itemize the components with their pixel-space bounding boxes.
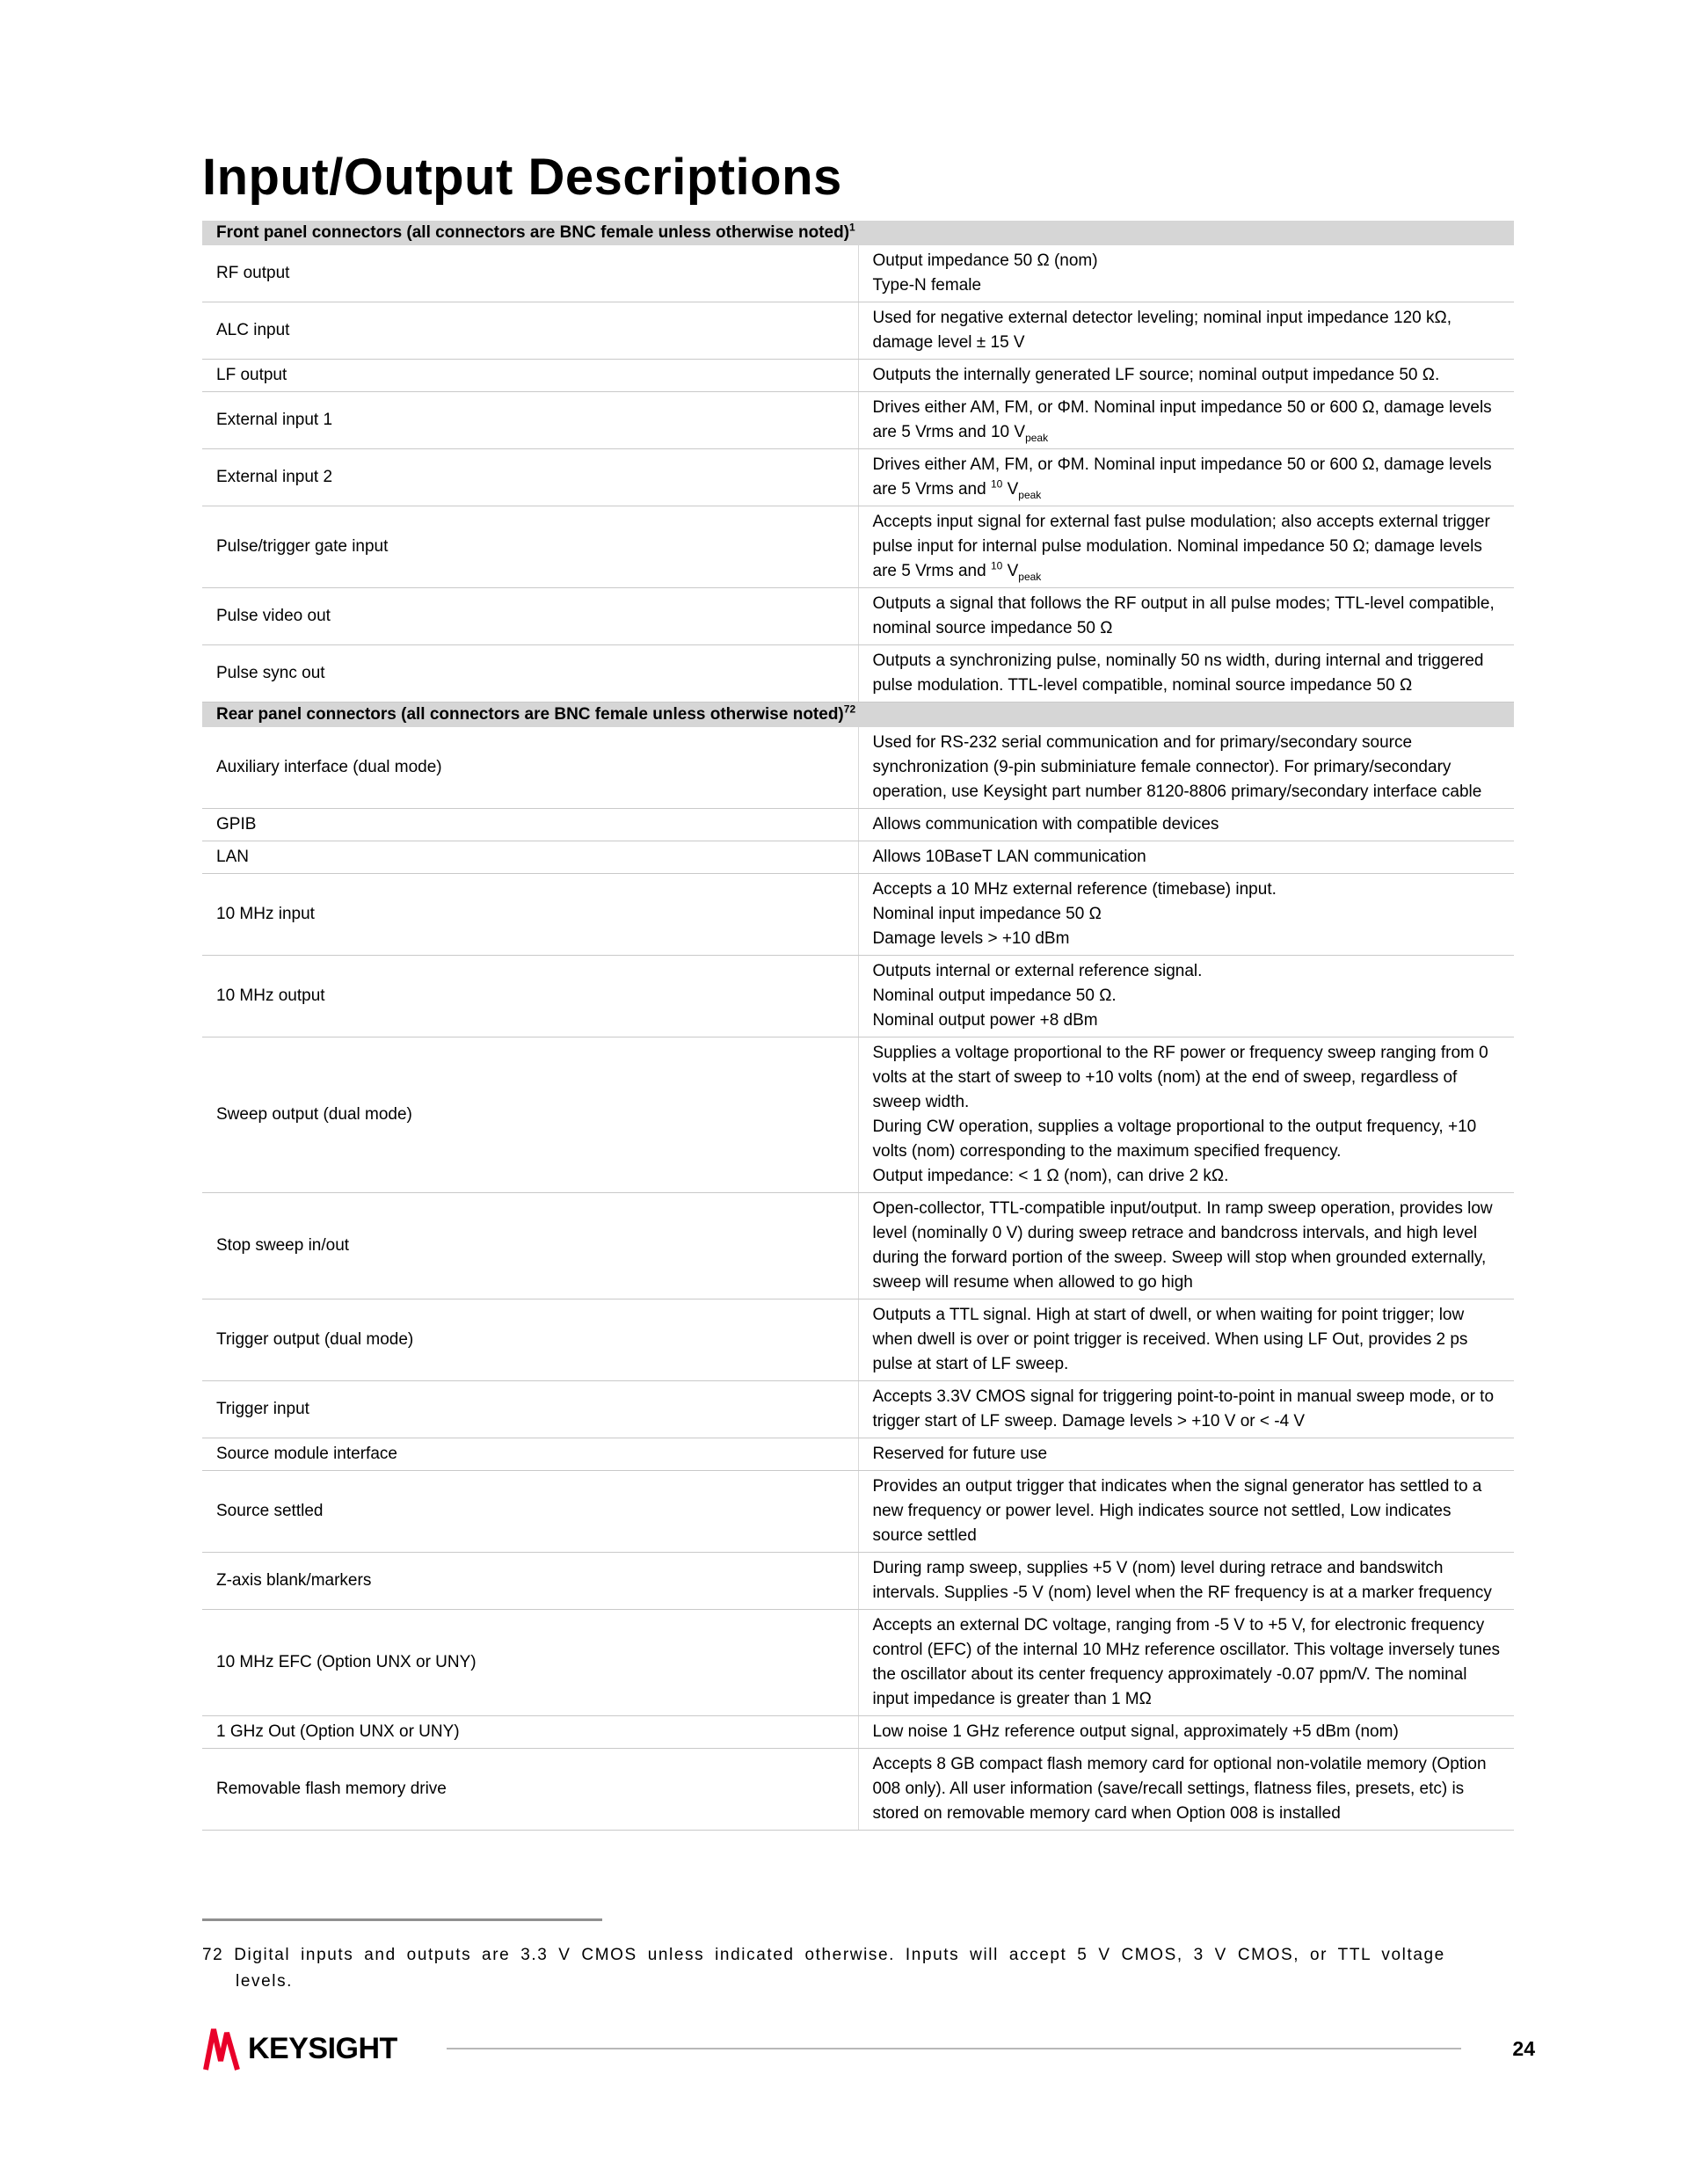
- description-line: Accepts 8 GB compact flash memory card for optional non-volatile memory (Option 008 only). All user information (save/recall settings, flatness files, presets, etc) is stored on removable memory card when Option 008 is installed: [872, 1754, 1487, 1823]
- table-row: [202, 506, 1514, 587]
- footnote-rule: [202, 1918, 602, 1921]
- section-header: Rear panel connectors (all connectors are BNC female unless otherwise noted)$^{72}$: [202, 702, 1514, 727]
- connector-name-cell: External input 1: [202, 391, 858, 448]
- connector-description-cell: [858, 587, 1514, 644]
- table-row: [202, 245, 1514, 302]
- table-row: [202, 359, 1514, 391]
- connector-name-cell: 10 MHz input: [202, 873, 858, 955]
- keysight-brand-text: KEYSIGHT: [248, 2031, 397, 2065]
- connector-name-cell: ALC input: [202, 302, 858, 359]
- description-line: Drives either AM, FM, or ΦM. Nominal input impedance 50 or 600 Ω, damage levels are 5 Vrms and 10 $V_{peak}$: [872, 397, 1492, 444]
- connector-name-cell: LF output: [202, 359, 858, 391]
- connector-name-cell: Trigger output (dual mode): [202, 1299, 858, 1380]
- table-row: [202, 841, 1514, 873]
- connector-name-cell: Sweep output (dual mode): [202, 1037, 858, 1192]
- description-line: Used for negative external detector leveling; nominal input impedance 120 kΩ, damage level ± 15 V: [872, 308, 1452, 352]
- connector-name-cell: GPIB: [202, 808, 858, 841]
- description-line: Nominal output impedance 50 Ω.: [872, 986, 1117, 1005]
- connector-description-cell: [858, 448, 1514, 506]
- table-row: [202, 1552, 1514, 1609]
- table-row: [202, 727, 1514, 809]
- description-line: Provides an output trigger that indicates when the signal generator has settled to a new frequency or power level. High indicates source not settled, Low indicates source settled: [872, 1476, 1482, 1545]
- connector-description-cell: [858, 841, 1514, 873]
- description-line: Drives either AM, FM, or ΦM. Nominal input impedance 50 or 600 Ω, damage levels are 5 Vrms and $^{10}$ $V_{peak}$: [872, 455, 1492, 501]
- description-line: During CW operation, supplies a voltage proportional to the output frequency, +10 volts (nom) corresponding to the maximum specified frequency.: [872, 1117, 1477, 1161]
- connector-name-cell: Source module interface: [202, 1438, 858, 1470]
- footer-divider: [447, 2048, 1462, 2049]
- connector-description-cell: [858, 245, 1514, 302]
- connector-description-cell: [858, 1380, 1514, 1438]
- connector-description-cell: [858, 727, 1514, 809]
- footnote-line-2: levels.: [236, 1972, 294, 1991]
- description-line: Nominal input impedance 50 Ω: [872, 904, 1102, 923]
- page-footer: [202, 2020, 1535, 2077]
- description-line: During ramp sweep, supplies +5 V (nom) level during retrace and bandswitch intervals. Supplies -5 V (nom) level when the RF frequency is at a marker frequency: [872, 1558, 1492, 1602]
- connector-description-cell: [858, 506, 1514, 587]
- section-header-row: [202, 221, 1514, 245]
- description-line: Allows communication with compatible devices: [872, 814, 1219, 834]
- connector-name-cell: Auxiliary interface (dual mode): [202, 727, 858, 809]
- connector-name-cell: RF output: [202, 245, 858, 302]
- connector-name-cell: 1 GHz Out (Option UNX or UNY): [202, 1715, 858, 1748]
- connector-description-cell: [858, 1470, 1514, 1552]
- table-row: [202, 873, 1514, 955]
- table-row: [202, 1609, 1514, 1715]
- connector-name-cell: Pulse sync out: [202, 644, 858, 702]
- description-line: Used for RS-232 serial communication and for primary/secondary source synchronization (9-pin subminiature female connector). For primary/secondary operation, use Keysight part number 8120-8806 primary/secondary interface cable: [872, 732, 1482, 801]
- section-header-row: [202, 702, 1514, 727]
- table-row: [202, 587, 1514, 644]
- table-row: [202, 391, 1514, 448]
- connector-name-cell: Removable flash memory drive: [202, 1748, 858, 1830]
- table-row: [202, 1037, 1514, 1192]
- connector-description-cell: [858, 873, 1514, 955]
- connector-description-cell: [858, 644, 1514, 702]
- connector-name-cell: Z-axis blank/markers: [202, 1552, 858, 1609]
- section-header: Front panel connectors (all connectors are BNC female unless otherwise noted)$^1$: [202, 221, 1514, 245]
- connector-description-cell: [858, 1438, 1514, 1470]
- description-line: Outputs the internally generated LF source; nominal output impedance 50 Ω.: [872, 365, 1440, 384]
- description-line: Accepts 3.3V CMOS signal for triggering point-to-point in manual sweep mode, or to trigger start of LF sweep. Damage levels > +10 V or < -4 V: [872, 1387, 1495, 1431]
- description-line: Outputs a TTL signal. High at start of dwell, or when waiting for point trigger; low when dwell is over or point trigger is received. When using LF Out, provides 2 ps pulse at start of LF sweep.: [872, 1305, 1468, 1373]
- connector-description-cell: [858, 1299, 1514, 1380]
- description-line: Outputs a signal that follows the RF output in all pulse modes; TTL-level compatible, nominal source impedance 50 Ω: [872, 593, 1495, 637]
- table-row: [202, 644, 1514, 702]
- connector-description-cell: [858, 955, 1514, 1037]
- table-row: [202, 302, 1514, 359]
- description-line: Outputs internal or external reference signal.: [872, 961, 1203, 980]
- description-line: Nominal output power +8 dBm: [872, 1010, 1098, 1030]
- connector-description-cell: [858, 1037, 1514, 1192]
- table-row: [202, 1192, 1514, 1299]
- footnote-text: [202, 1942, 1514, 1995]
- main-content: [202, 151, 1514, 1831]
- table-row: [202, 808, 1514, 841]
- table-row: [202, 955, 1514, 1037]
- description-line: Open-collector, TTL-compatible input/output. In ramp sweep operation, provides low level (nominally 0 V) during sweep retrace and bandcross intervals, and high level during the forward portion of the sweep. Sweep will stop when grounded externally, sweep will resume when allowed to go high: [872, 1198, 1493, 1292]
- keysight-logo: [202, 2026, 397, 2071]
- description-line: Type-N female: [872, 275, 982, 295]
- table-row: [202, 1748, 1514, 1830]
- connector-description-cell: [858, 391, 1514, 448]
- connector-description-cell: [858, 1748, 1514, 1830]
- page-number: 24: [1512, 2036, 1535, 2060]
- connector-name-cell: External input 2: [202, 448, 858, 506]
- table-row: [202, 448, 1514, 506]
- description-line: Low noise 1 GHz reference output signal, approximately +5 dBm (nom): [872, 1722, 1399, 1741]
- description-line: Reserved for future use: [872, 1444, 1048, 1463]
- description-line: Accepts input signal for external fast pulse modulation; also accepts external trigger pulse input for internal pulse modulation. Nominal impedance 50 Ω; damage levels are 5 Vrms and $^{10}$ $V_{peak}$: [872, 512, 1490, 583]
- connector-name-cell: 10 MHz EFC (Option UNX or UNY): [202, 1609, 858, 1715]
- connector-name-cell: LAN: [202, 841, 858, 873]
- description-line: Allows 10BaseT LAN communication: [872, 847, 1146, 866]
- table-row: [202, 1380, 1514, 1438]
- description-line: Output impedance: < 1 Ω (nom), can drive 2 kΩ.: [872, 1166, 1229, 1185]
- connector-description-cell: [858, 1609, 1514, 1715]
- connector-description-cell: [858, 302, 1514, 359]
- table-row: [202, 1715, 1514, 1748]
- io-descriptions-table: [202, 221, 1514, 1831]
- description-line: Damage levels > +10 dBm: [872, 928, 1070, 948]
- connector-name-cell: Pulse/trigger gate input: [202, 506, 858, 587]
- connector-description-cell: [858, 359, 1514, 391]
- table-row: [202, 1299, 1514, 1380]
- page-title: Input/Output Descriptions: [202, 149, 842, 206]
- description-line: Outputs a synchronizing pulse, nominally 50 ns width, during internal and triggered pulse modulation. TTL-level compatible, nominal source impedance 50 Ω: [872, 651, 1484, 695]
- connector-name-cell: Source settled: [202, 1470, 858, 1552]
- connector-name-cell: Pulse video out: [202, 587, 858, 644]
- keysight-spark-icon: [202, 2026, 248, 2071]
- connector-description-cell: [858, 1715, 1514, 1748]
- connector-description-cell: [858, 1552, 1514, 1609]
- footnote: [202, 1918, 1514, 1995]
- description-line: Output impedance 50 Ω (nom): [872, 251, 1098, 270]
- footnote-line-1: 72 Digital inputs and outputs are 3.3 V CMOS unless indicated otherwise. Inputs will accept 5 V CMOS, 3 V CMOS, or TTL voltage: [202, 1946, 1445, 1964]
- table-row: [202, 1470, 1514, 1552]
- table-row: [202, 1438, 1514, 1470]
- description-line: Supplies a voltage proportional to the RF power or frequency sweep ranging from 0 volts at the start of sweep to +10 volts (nom) at the end of sweep, regardless of sweep width.: [872, 1043, 1488, 1111]
- connector-name-cell: 10 MHz output: [202, 955, 858, 1037]
- connector-name-cell: Trigger input: [202, 1380, 858, 1438]
- connector-description-cell: [858, 808, 1514, 841]
- description-line: Accepts an external DC voltage, ranging from -5 V to +5 V, for electronic frequency control (EFC) of the internal 10 MHz reference oscillator. This voltage inversely tunes the oscillator about its center frequency approximately -0.07 ppm/V. The nominal input impedance is greater than 1 MΩ: [872, 1615, 1501, 1708]
- connector-description-cell: [858, 1192, 1514, 1299]
- description-line: Accepts a 10 MHz external reference (timebase) input.: [872, 879, 1277, 899]
- connector-name-cell: Stop sweep in/out: [202, 1192, 858, 1299]
